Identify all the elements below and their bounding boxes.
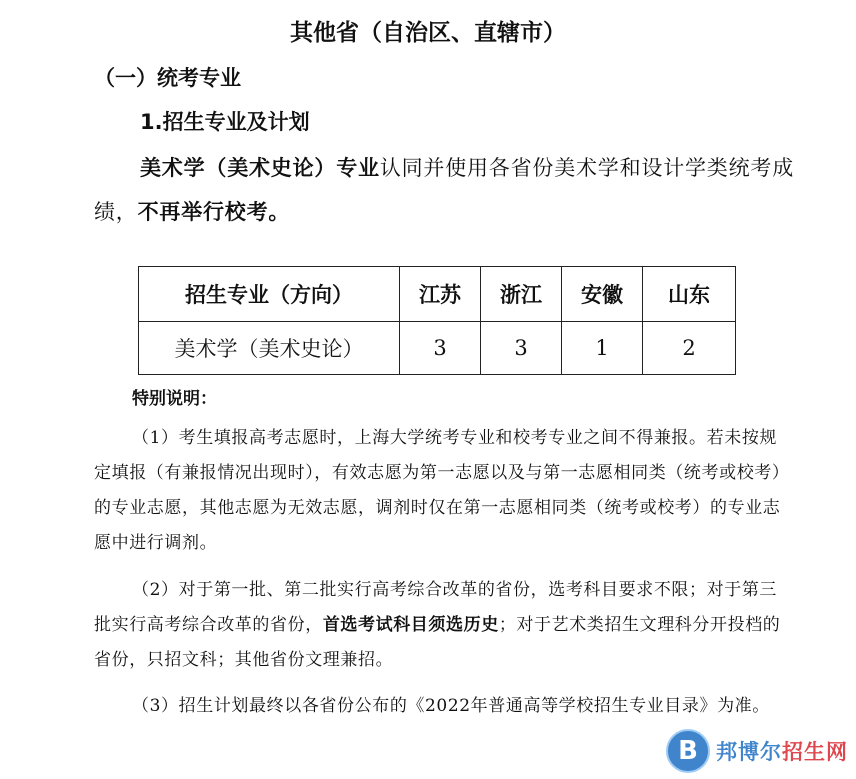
site-watermark: [666, 729, 848, 773]
header-zhejiang: 浙江: [481, 267, 562, 322]
note-1: （1）考生填报高考志愿时，上海大学统考专业和校考专业之间不得兼报。若未按规定填报（有兼报情况出现时），有效志愿为第一志愿以及与第一志愿相同类（统考或校考）的专业志愿，其他志愿为无效志愿，调剂时仅在第一志愿相同类（统考或校考）的专业志愿中进行调剂。: [94, 428, 781, 553]
no-exam-note: 不再举行校考。: [137, 200, 291, 224]
intro-paragraph: [94, 146, 794, 234]
table-row: [139, 322, 736, 375]
note-2-text-a: （2）对于第一批、第二批实行高考综合改革的省份，选考科目要求不限；对于第三批实行高考综合改革的省份，: [94, 580, 778, 635]
watermark-text-b: 招生网: [782, 740, 848, 764]
major-name: 美术学（美术史论）专业: [140, 156, 380, 180]
header-shandong: 山东: [643, 267, 736, 322]
cell-jiangsu: 3: [400, 322, 481, 375]
note-2-emphasis: 首选考试科目须选历史: [322, 615, 499, 635]
header-jiangsu: 江苏: [400, 267, 481, 322]
cell-shandong: 2: [643, 322, 736, 375]
notes-title: 特别说明：: [132, 389, 217, 409]
note-2: [94, 573, 784, 678]
page-title: 其他省（自治区、直辖市）: [290, 20, 566, 46]
cell-anhui: 1: [562, 322, 643, 375]
intro-text: 认同并使用各省份美术学和设计学类统考成绩，: [94, 156, 795, 224]
cell-zhejiang: 3: [481, 322, 562, 375]
section-heading: （一）统考专业: [94, 66, 241, 90]
quota-table: [138, 266, 736, 375]
watermark-text-a: 邦博尔: [716, 740, 782, 764]
header-anhui: 安徽: [562, 267, 643, 322]
watermark-logo-icon: B: [666, 729, 710, 773]
header-major: 招生专业（方向）: [139, 267, 400, 322]
watermark-text: [716, 736, 848, 766]
note-3: （3）招生计划最终以各省份公布的《2022年普通高等学校招生专业目录》为准。: [132, 696, 770, 716]
subsection-heading: 1.招生专业及计划: [140, 110, 310, 134]
cell-major: 美术学（美术史论）: [139, 322, 400, 375]
note-2-text-c: ；对于艺术类招生文理科分开投档的省份，只招文科；其他省份文理兼招。: [94, 615, 781, 670]
table-header-row: [139, 267, 736, 322]
